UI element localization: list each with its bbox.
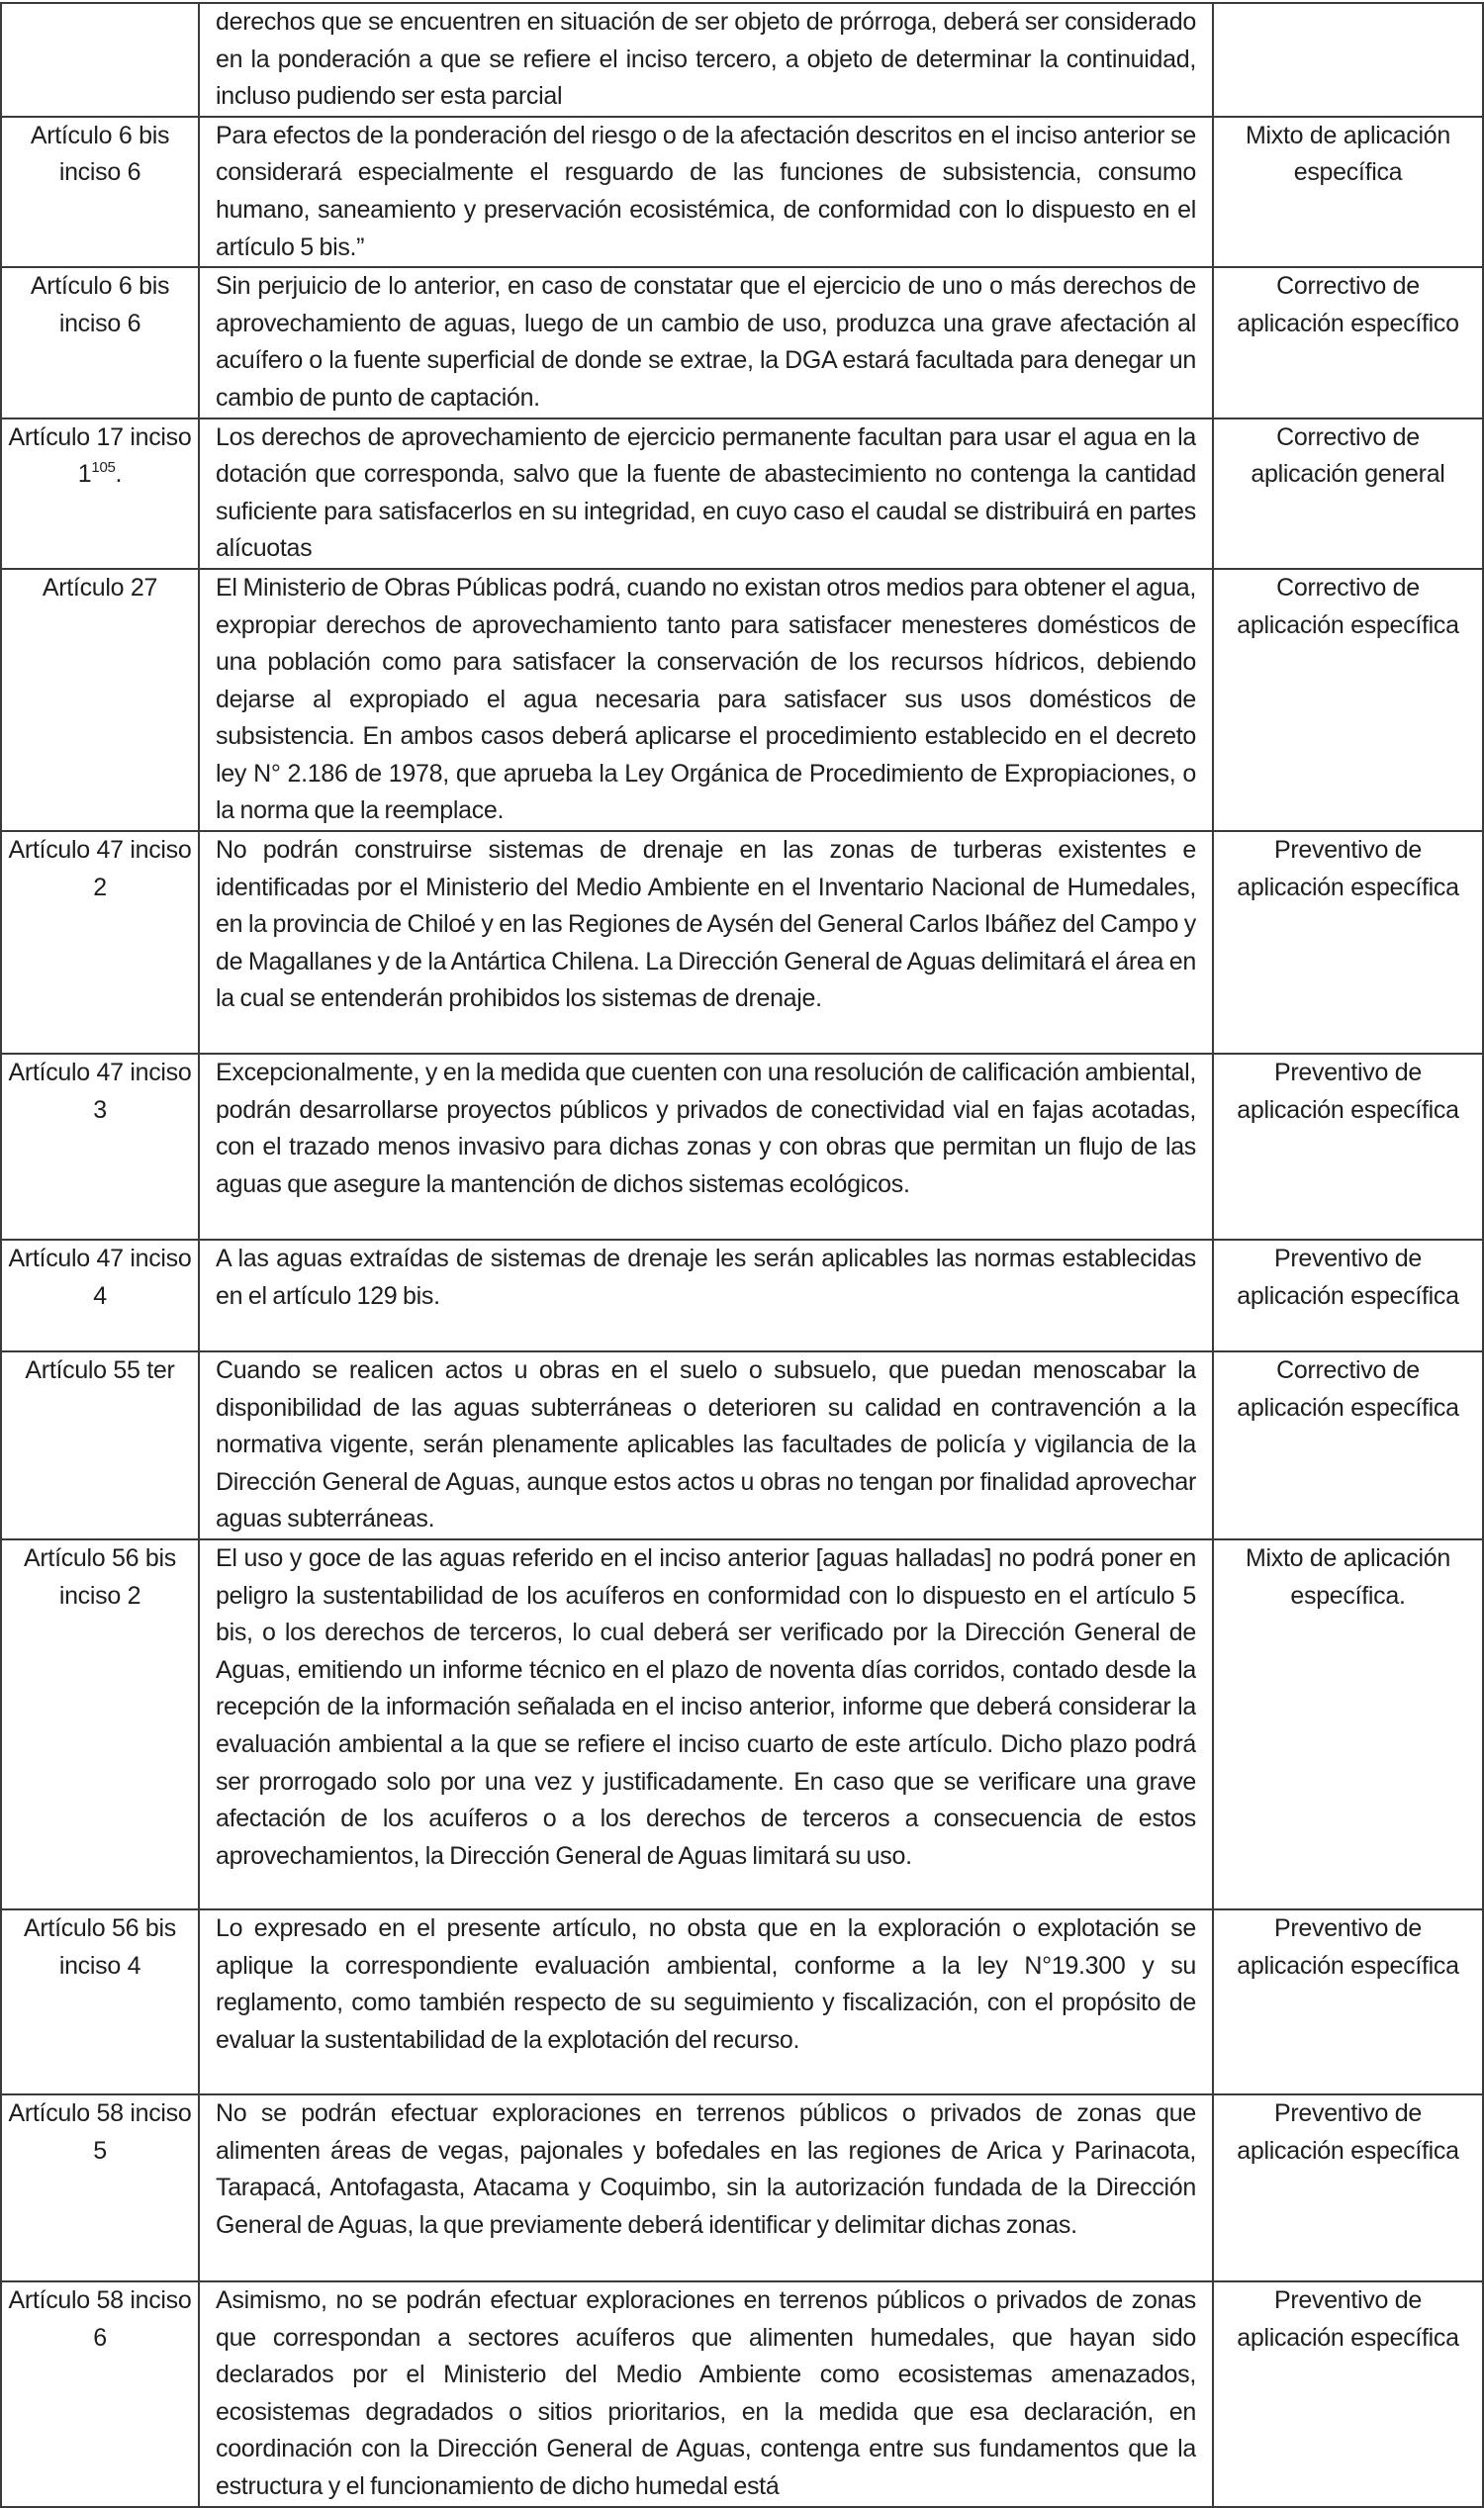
provision-text-cell xyxy=(199,1054,1213,1240)
provision-text-cell xyxy=(199,1909,1213,2094)
instrument-type-cell xyxy=(1213,1539,1483,1909)
article-cell xyxy=(1,3,199,117)
article-label: Artículo 6 bis inciso 6 xyxy=(30,121,170,187)
provision-text: Para efectos de la ponderación del riesgo o de la afectación descritos en el inciso anterior se considerará especialmente el resguardo de las funciones de subsistencia, consumo humano, saneamiento y preservación ecosistémica, de conformidad con lo dispuesto en el artículo 5 bis.” xyxy=(216,121,1196,261)
article-cell xyxy=(1,1240,199,1351)
provision-text: Cuando se realicen actos u obras en el suelo o subsuelo, que puedan menoscabar la disponibilidad de las aguas subterráneas o deterioren su calidad en contravención a la normativa vigente, serán plenamente aplicables las facultades de policía y vigilancia de la Dirección General de Aguas, aunque estos actos u obras no tengan por finalidad aprovechar aguas subterráneas. xyxy=(216,1356,1196,1533)
table-row xyxy=(1,418,1483,569)
article-cell xyxy=(1,418,199,569)
table-row xyxy=(1,117,1483,267)
instrument-type: Mixto de aplicación específica. xyxy=(1246,1544,1450,1610)
instrument-type: Correctivo de aplicación específico xyxy=(1237,272,1459,337)
provision-text-cell xyxy=(199,2281,1213,2507)
instrument-type-cell xyxy=(1213,2281,1483,2507)
table-row xyxy=(1,3,1483,117)
provision-text-cell xyxy=(199,2094,1213,2281)
table-row xyxy=(1,569,1483,831)
provision-text: Excepcionalmente, y en la medida que cuenten con una resolución de calificación ambiental, podrán desarrollarse proyectos públicos y privados de conectividad vial en fajas acotadas, con el trazado menos invasivo para dichas zonas y con obras que permitan un flujo de las aguas que asegure la mantención de dichos sistemas ecológicos. xyxy=(216,1059,1196,1198)
instrument-type: Preventivo de aplicación específica xyxy=(1237,1914,1459,1980)
instrument-type-cell xyxy=(1213,418,1483,569)
provision-text: No podrán construirse sistemas de drenaje en las zonas de turberas existentes e identificadas por el Ministerio del Medio Ambiente en el Inventario Nacional de Humedales, en la provincia de Chiloé y en las Regiones de Aysén del General Carlos Ibáñez del Campo y de Magallanes y de la Antártica Chilena. La Dirección General de Aguas delimitará el área en la cual se entenderán prohibidos los sistemas de drenaje. xyxy=(216,836,1196,1013)
provision-text: derechos que se encuentren en situación de ser objeto de prórroga, deberá ser considerado en la ponderación a que se refiere el inciso tercero, a objeto de determinar la continuidad, incluso pudiendo ser esta parcial xyxy=(216,8,1196,111)
article-cell xyxy=(1,1351,199,1539)
article-cell xyxy=(1,1909,199,2094)
provision-text: El uso y goce de las aguas referido en el inciso anterior [aguas halladas] no podrá poner en peligro la sustentabilidad de los acuíferos en conformidad con lo dispuesto en el artículo 5 bis, o los derechos de terceros, lo cual deberá ser verificado por la Dirección General de Aguas, emitiendo un informe técnico en el plazo de noventa días corridos, contado desde la recepción de la información señalada en el inciso anterior, informe que deberá considerar la evaluación ambiental a la que se refiere el inciso cuarto de este artículo. Dicho plazo podrá ser prorrogado solo por una vez y justificadamente. En caso que se verificare una grave afectación de los acuíferos o a los derechos de terceros a consecuencia de estos aprovechamientos, la Dirección General de Aguas limitará su uso. xyxy=(216,1544,1196,1870)
footnote-ref: 105 xyxy=(91,459,116,477)
article-cell xyxy=(1,831,199,1054)
provision-text: A las aguas extraídas de sistemas de drenaje les serán aplicables las normas establecidas en el artículo 129 bis. xyxy=(216,1245,1196,1310)
table-row xyxy=(1,1351,1483,1539)
provision-text-cell xyxy=(199,1351,1213,1539)
table-row xyxy=(1,831,1483,1054)
article-cell xyxy=(1,1539,199,1909)
article-label: Artículo 17 inciso 1 xyxy=(8,422,192,489)
provision-text-cell xyxy=(199,3,1213,117)
table-row xyxy=(1,2094,1483,2281)
article-cell xyxy=(1,267,199,418)
instrument-type: Preventivo de aplicación específica xyxy=(1237,2286,1459,2352)
table-row xyxy=(1,1240,1483,1351)
instrument-type: Correctivo de aplicación específica xyxy=(1237,573,1459,639)
provision-text: No se podrán efectuar exploraciones en terrenos públicos o privados de zonas que alimenten áreas de vegas, pajonales y bofedales en las regiones de Arica y Parinacota, Tarapacá, Antofagasta, Atacama y Coquimbo, sin la autorización fundada de la Dirección General de Aguas, la que previamente deberá identificar y delimitar dichas zonas. xyxy=(216,2099,1196,2239)
instrument-type: Preventivo de aplicación específica xyxy=(1237,836,1459,901)
table-row xyxy=(1,267,1483,418)
instrument-type-cell xyxy=(1213,569,1483,831)
provision-text: El Ministerio de Obras Públicas podrá, cuando no existan otros medios para obtener el agua, expropiar derechos de aprovechamiento tanto para satisfacer menesteres domésticos de una población como para satisfacer la conservación de los recursos hídricos, debiendo dejarse al expropiado el agua necesaria para satisfacer sus usos domésticos de subsistencia. En ambos casos deberá aplicarse el procedimiento establecido en el decreto ley N° 2.186 de 1978, que aprueba la Ley Orgánica de Procedimiento de Expropiaciones, o la norma que la reemplace. xyxy=(216,573,1196,825)
instrument-type: Mixto de aplicación específica xyxy=(1246,121,1450,187)
article-suffix: . xyxy=(115,460,123,489)
article-label: Artículo 47 inciso 2 xyxy=(8,836,192,901)
provision-text-cell xyxy=(199,1240,1213,1351)
legal-provisions-table xyxy=(0,2,1484,2508)
table-body xyxy=(1,3,1483,2507)
instrument-type: Correctivo de aplicación general xyxy=(1251,422,1445,489)
provision-text-cell xyxy=(199,1539,1213,1909)
provision-text-cell xyxy=(199,418,1213,569)
instrument-type: Preventivo de aplicación específica xyxy=(1237,1059,1459,1124)
article-label: Artículo 55 ter xyxy=(25,1356,175,1385)
instrument-type-cell xyxy=(1213,1240,1483,1351)
article-cell xyxy=(1,569,199,831)
instrument-type: Correctivo de aplicación específica xyxy=(1237,1356,1459,1422)
instrument-type-cell xyxy=(1213,831,1483,1054)
article-label: Artículo 58 inciso 5 xyxy=(8,2099,192,2165)
article-label: Artículo 6 bis inciso 6 xyxy=(30,272,170,337)
provision-text: Asimismo, no se podrán efectuar exploraciones en terrenos públicos o privados de zonas que correspondan a sectores acuíferos que alimenten humedales, que hayan sido declarados por el Ministerio del Medio Ambiente como ecosistemas amenazados, ecosistemas degradados o sitios prioritarios, en la medida que esa declaración, en coordinación con la Dirección General de Aguas, contenga entre sus fundamentos que la estructura y el funcionamiento de dicho humedal está xyxy=(216,2286,1196,2500)
article-cell xyxy=(1,1054,199,1240)
provision-text-cell xyxy=(199,117,1213,267)
article-label: Artículo 47 inciso 3 xyxy=(8,1059,192,1124)
article-label: Artículo 56 bis inciso 4 xyxy=(24,1914,176,1980)
instrument-type: Preventivo de aplicación específica xyxy=(1237,2099,1459,2165)
provision-text-cell xyxy=(199,267,1213,418)
article-label: Artículo 27 xyxy=(42,573,158,602)
provision-text-cell xyxy=(199,831,1213,1054)
article-label: Artículo 56 bis inciso 2 xyxy=(24,1544,176,1610)
table-row xyxy=(1,2281,1483,2507)
table-row xyxy=(1,1539,1483,1909)
instrument-type: Preventivo de aplicación específica xyxy=(1237,1245,1459,1310)
article-cell xyxy=(1,2281,199,2507)
provision-text: Los derechos de aprovechamiento de ejercicio permanente facultan para usar el agua en la dotación que corresponda, salvo que la fuente de abastecimiento no contenga la cantidad suficiente para satisfacerlos en su integridad, en cuyo caso el caudal se distribuirá en partes alícuotas xyxy=(216,422,1196,563)
article-cell xyxy=(1,2094,199,2281)
instrument-type-cell xyxy=(1213,117,1483,267)
table-row xyxy=(1,1909,1483,2094)
provision-text: Sin perjuicio de lo anterior, en caso de constatar que el ejercicio de uno o más derechos de aprovechamiento de aguas, luego de un cambio de uso, produzca una grave afectación al acuífero o la fuente superficial de donde se extrae, la DGA estará facultada para denegar un cambio de punto de captación. xyxy=(216,272,1196,412)
article-label: Artículo 58 inciso 6 xyxy=(8,2286,192,2352)
instrument-type-cell xyxy=(1213,3,1483,117)
instrument-type-cell xyxy=(1213,1909,1483,2094)
instrument-type-cell xyxy=(1213,1054,1483,1240)
provision-text: Lo expresado en el presente artículo, no obsta que en la exploración o explotación se aplique la correspondiente evaluación ambiental, conforme a la ley N°19.300 y su reglamento, como también respecto de su seguimiento y fiscalización, con el propósito de evaluar la sustentabilidad de la explotación del recurso. xyxy=(216,1914,1196,2054)
instrument-type-cell xyxy=(1213,267,1483,418)
article-label: Artículo 47 inciso 4 xyxy=(8,1245,192,1310)
table-row xyxy=(1,1054,1483,1240)
article-cell xyxy=(1,117,199,267)
provision-text-cell xyxy=(199,569,1213,831)
instrument-type-cell xyxy=(1213,1351,1483,1539)
instrument-type-cell xyxy=(1213,2094,1483,2281)
